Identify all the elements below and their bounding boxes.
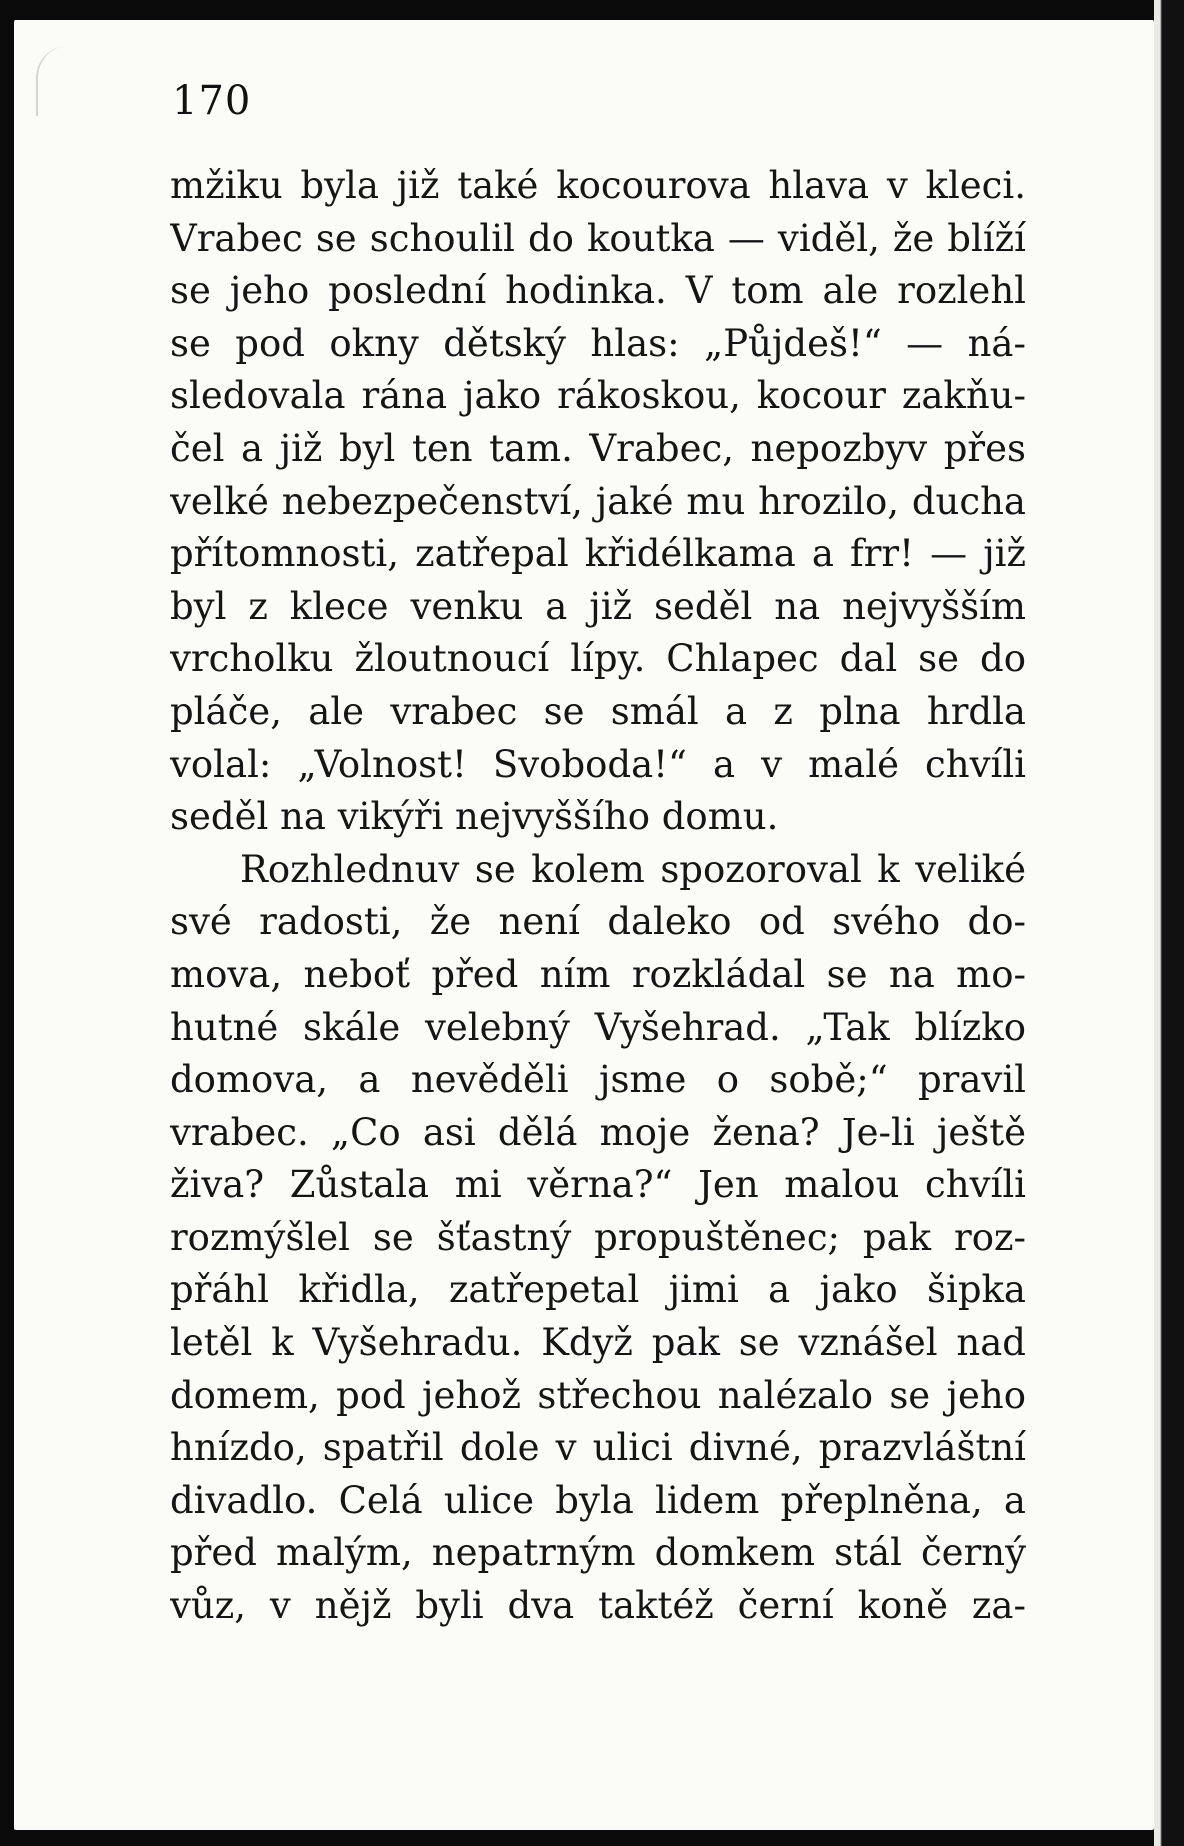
text-line: hnízdo, spatřil dole v ulici divné, prazvláštní xyxy=(170,1426,1026,1470)
body-text xyxy=(170,160,1026,1633)
text-line: čel a již byl ten tam. Vrabec, nepozbyv přes xyxy=(170,426,1026,470)
text-line: domem, pod jehož střechou nalézalo se jeho xyxy=(170,1373,1026,1417)
text-line: divadlo. Celá ulice byla lidem přeplněna, a xyxy=(170,1478,1026,1522)
text-line: velké nebezpečenství, jaké mu hrozilo, ducha xyxy=(170,479,1026,523)
text-line: vrabec. „Co asi dělá moje žena? Je-li ještě xyxy=(170,1110,1026,1154)
text-line: hutné skále velebný Vyšehrad. „Tak blízko xyxy=(170,1005,1026,1049)
text-line: mova, neboť před ním rozkládal se na mo- xyxy=(170,952,1026,996)
page-number: 170 xyxy=(172,78,252,124)
text-line: přítomnosti, zatřepal křidélkama a frr! — již xyxy=(170,532,1026,576)
page-corner-mark xyxy=(36,46,68,116)
text-line: byl z klece venku a již seděl na nejvyšším xyxy=(170,584,1026,628)
text-line: volal: „Volnost! Svoboda!“ a v malé chvíli xyxy=(170,742,1026,786)
text-line: Rozhlednuv se kolem spozoroval k veliké xyxy=(240,847,1026,891)
text-line: domova, a nevěděli jsme o sobě;“ pravil xyxy=(170,1058,1026,1102)
text-line: Vrabec se schoulil do koutka — viděl, že blíží xyxy=(170,216,1026,260)
text-line: seděl na vikýři nejvyššího domu. xyxy=(170,795,779,839)
page-edge xyxy=(1154,0,1184,1846)
text-line: přáhl křidla, zatřepetal jimi a jako šipka xyxy=(170,1268,1026,1312)
text-line: se pod okny dětský hlas: „Půjdeš!“ — ná- xyxy=(170,321,1026,365)
text-line: své radosti, že není daleko od svého do- xyxy=(170,900,1026,944)
text-line: před malým, nepatrným domkem stál černý xyxy=(170,1531,1026,1575)
text-line: letěl k Vyšehradu. Když pak se vznášel nad xyxy=(170,1321,1026,1365)
text-line: mžiku byla již také kocourova hlava v kleci. xyxy=(170,164,1026,207)
text-line: rozmýšlel se šťastný propuštěnec; pak roz- xyxy=(170,1215,1026,1259)
text-line: se jeho poslední hodinka. V tom ale rozlehl xyxy=(170,269,1026,313)
text-line: živa? Zůstala mi věrna?“ Jen malou chvíli xyxy=(170,1163,1026,1207)
text-line: sledovala rána jako rákoskou, kocour zakňu- xyxy=(170,374,1026,418)
text-line: vrcholku žloutnoucí lípy. Chlapec dal se do xyxy=(170,637,1026,681)
text-line: pláče, ale vrabec se smál a z plna hrdla xyxy=(170,689,1026,733)
text-line: vůz, v nějž byli dva taktéž černí koně za- xyxy=(170,1584,1026,1628)
